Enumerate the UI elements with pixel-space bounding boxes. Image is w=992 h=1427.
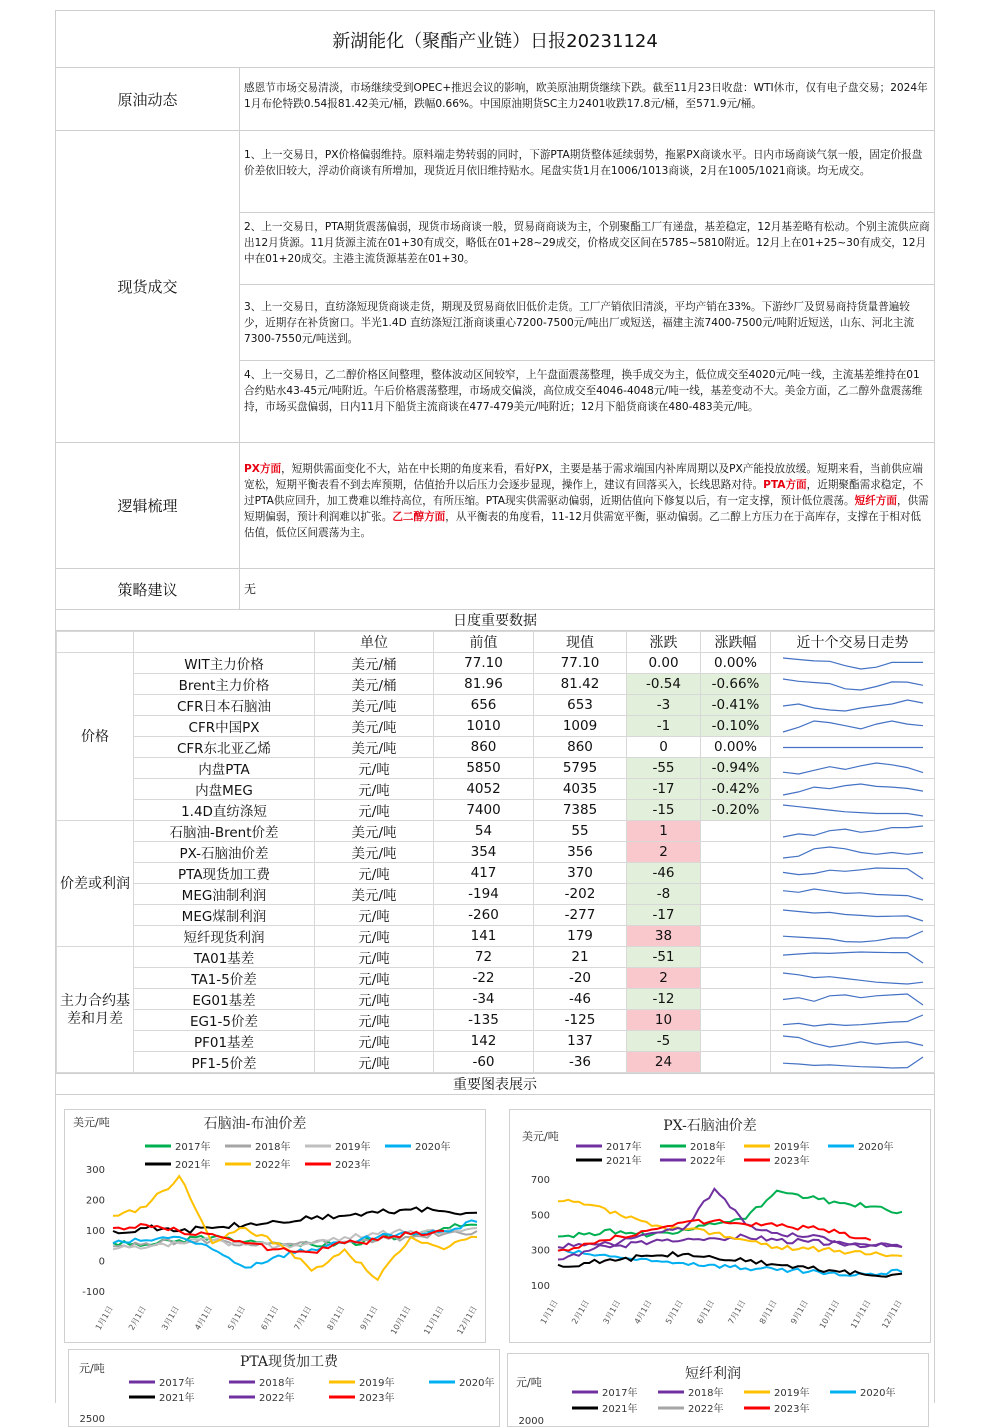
table-row xyxy=(57,968,935,989)
row-cur: -125 xyxy=(534,1010,627,1031)
y-tick-label: 200 xyxy=(85,1195,105,1207)
x-tick-label: 6月1日 xyxy=(259,1304,281,1332)
row-name: 短纤现货利润 xyxy=(134,926,315,947)
row-sparkline xyxy=(771,695,935,716)
row-sparkline xyxy=(771,947,935,968)
chart-px-naphtha xyxy=(509,1109,931,1343)
x-tick-label: 12月1日 xyxy=(880,1298,904,1331)
row-sparkline xyxy=(771,926,935,947)
row-cur: 1009 xyxy=(534,716,627,737)
table-row xyxy=(57,1052,935,1073)
table-row xyxy=(57,737,935,758)
row-chg: 1 xyxy=(627,821,701,842)
table-row xyxy=(57,905,935,926)
row-pct: -0.94% xyxy=(701,758,771,779)
legend-label: 2022年 xyxy=(255,1160,291,1171)
x-tick-label: 8月1日 xyxy=(757,1298,779,1326)
row-cur: 81.42 xyxy=(534,674,627,695)
row-chg: -8 xyxy=(627,884,701,905)
row-prev: -135 xyxy=(434,1010,534,1031)
row-name: PF01基差 xyxy=(134,1031,315,1052)
row-prev: 77.10 xyxy=(434,653,534,674)
row-prev: 54 xyxy=(434,821,534,842)
row-name: TA01基差 xyxy=(134,947,315,968)
header-trend: 近十个交易日走势 xyxy=(771,632,935,653)
row-prev: 417 xyxy=(434,863,534,884)
x-tick-label: 4月1日 xyxy=(632,1298,654,1326)
table-row xyxy=(57,779,935,800)
x-tick-label: 2月1日 xyxy=(570,1298,592,1326)
table-row xyxy=(57,947,935,968)
row-cur: -46 xyxy=(534,989,627,1010)
row-name: TA1-5价差 xyxy=(134,968,315,989)
row-prev: 7400 xyxy=(434,800,534,821)
chart-title: PX-石脑油价差 xyxy=(663,1118,757,1134)
row-cur: -202 xyxy=(534,884,627,905)
row-chg: -5 xyxy=(627,1031,701,1052)
row-prev: 141 xyxy=(434,926,534,947)
spot-item-meg: 4、上一交易日，乙二醇价格区间整理，整体波动区间较窄，上午盘面震荡整理，换手成交为主，低位成交至4020元/吨一线，主流基差维持在01合约贴水43-45元/吨附近。午后价格震荡整理，市场成交偏淡，高位成交至4046-4048元/吨一线，基差变动不大。美金方面，乙二醇外盘震荡维持，市场买盘偏弱，日内11月下船货主流商谈在477-479美元/吨附近；12月下船货商谈在480-483美元/吨。 xyxy=(244,369,923,413)
row-cur: 4035 xyxy=(534,779,627,800)
row-pct: 0.00% xyxy=(701,653,771,674)
row-cur: 5795 xyxy=(534,758,627,779)
row-name: PX-石脑油价差 xyxy=(134,842,315,863)
sparkline-series xyxy=(783,658,923,669)
x-tick-label: 1月1日 xyxy=(93,1304,115,1332)
row-unit: 元/吨 xyxy=(315,1031,434,1052)
row-cur: 179 xyxy=(534,926,627,947)
y-tick-label: 700 xyxy=(530,1175,550,1186)
legend-label: 2019年 xyxy=(335,1142,371,1153)
daily-data-table xyxy=(56,631,935,1073)
row-cur: 356 xyxy=(534,842,627,863)
y-tick-label: 300 xyxy=(85,1165,105,1176)
row-unit: 美元/桶 xyxy=(315,674,434,695)
row-name: PTA现货加工费 xyxy=(134,863,315,884)
row-unit: 美元/吨 xyxy=(315,716,434,737)
row-unit: 元/吨 xyxy=(315,800,434,821)
row-prev: 656 xyxy=(434,695,534,716)
logic-label: 逻辑梳理 xyxy=(56,443,240,568)
row-unit: 元/吨 xyxy=(315,926,434,947)
row-unit: 美元/吨 xyxy=(315,695,434,716)
legend-label: 2019年 xyxy=(774,1388,810,1399)
legend-label: 2017年 xyxy=(159,1378,195,1389)
sparkline-series xyxy=(783,847,923,858)
row-name: 1.4D直纺涤短 xyxy=(134,800,315,821)
chart-title: 石脑油-布油价差 xyxy=(203,1116,307,1132)
row-pct xyxy=(701,821,771,842)
x-tick-label: 9月1日 xyxy=(789,1298,810,1326)
row-name: CFR日本石脑油 xyxy=(134,695,315,716)
y-axis-label: 美元/吨 xyxy=(522,1130,559,1143)
row-unit: 元/吨 xyxy=(315,758,434,779)
row-pct: -0.10% xyxy=(701,716,771,737)
charts-band: 重要图表展示 xyxy=(56,1073,934,1095)
chart-title: PTA现货加工费 xyxy=(239,1354,339,1370)
row-sparkline xyxy=(771,1010,935,1031)
row-unit: 元/吨 xyxy=(315,1010,434,1031)
row-sparkline xyxy=(771,716,935,737)
row-pct xyxy=(701,842,771,863)
row-pct: -0.42% xyxy=(701,779,771,800)
x-tick-label: 10月1日 xyxy=(817,1298,842,1331)
legend-label: 2017年 xyxy=(606,1142,642,1153)
row-name: WIT主力价格 xyxy=(134,653,315,674)
table-row xyxy=(57,758,935,779)
table-row xyxy=(57,821,935,842)
logic-section xyxy=(56,443,934,569)
chart-naphtha-brent xyxy=(64,1109,486,1343)
sparkline-series xyxy=(783,889,923,900)
legend-label: 2017年 xyxy=(175,1142,211,1153)
spot-item-pta: 2、上一交易日，PTA期货震荡偏弱，现货市场商谈一般，贸易商商谈为主，个别聚酯工厂有递盘，基差稳定，12月基差略有松动。个别主流供应商出12月货源。11月货源主流在01+30有成交，略低在01+28~29成交，价格成交区间在5785~5810附近。12月上在01+25~30有成交，12月中在01+20成交。主港主流货源基差在01+30。 xyxy=(240,213,934,285)
row-prev: 4052 xyxy=(434,779,534,800)
table-row xyxy=(57,1031,935,1052)
sparkline-series xyxy=(783,679,923,690)
sparkline-series xyxy=(783,700,923,711)
row-name: EG1-5价差 xyxy=(134,1010,315,1031)
report-title: 新湖能化（聚酯产业链）日报20231124 xyxy=(56,11,934,68)
row-sparkline xyxy=(771,1031,935,1052)
strategy-label: 策略建议 xyxy=(56,569,240,609)
meg-text: ，从平衡表的角度看，11-12月供需宽平衡，驱动偏弱。乙二醇上方压力在于高库存，支撑在于相对低估值，低位区间震荡为主。 xyxy=(244,511,921,539)
y-axis-label: 元/吨 xyxy=(516,1376,542,1389)
row-chg: 10 xyxy=(627,1010,701,1031)
row-name: MEG煤制利润 xyxy=(134,905,315,926)
legend-label: 2023年 xyxy=(774,1156,810,1167)
row-pct: 0.00% xyxy=(701,737,771,758)
row-prev: 5850 xyxy=(434,758,534,779)
group-label: 主力合约基差和月差 xyxy=(57,947,134,1073)
row-pct xyxy=(701,968,771,989)
header-unit: 单位 xyxy=(315,632,434,653)
daily-data-band: 日度重要数据 xyxy=(56,610,934,631)
row-prev: -194 xyxy=(434,884,534,905)
row-cur: 137 xyxy=(534,1031,627,1052)
row-pct xyxy=(701,884,771,905)
y-axis-label: 美元/吨 xyxy=(73,1116,110,1129)
legend-label: 2019年 xyxy=(359,1378,395,1389)
header-pct: 涨跌幅 xyxy=(701,632,771,653)
row-chg: 38 xyxy=(627,926,701,947)
legend-label: 2018年 xyxy=(259,1378,295,1389)
legend-label: 2023年 xyxy=(359,1393,395,1404)
row-unit: 元/吨 xyxy=(315,1052,434,1073)
pta-head: PTA方面 xyxy=(763,479,807,491)
x-tick-label: 8月1日 xyxy=(325,1304,347,1332)
row-sparkline xyxy=(771,821,935,842)
y-tick-label: 2500 xyxy=(79,1414,105,1425)
spot-item-px: 1、上一交易日，PX价格偏弱维持。原料端走势转弱的同时，下游PTA期货整体延续弱势，拖累PX商谈水平。日内市场商谈气氛一般，固定价报盘价差依旧较大，浮动价商谈有所增加，现货近月依旧维持贴水。尾盘实货1月在1006/1013商谈，2月在1005/1021商谈。均无成交。 xyxy=(240,131,934,213)
row-pct xyxy=(701,1031,771,1052)
row-prev: 1010 xyxy=(434,716,534,737)
row-cur: -36 xyxy=(534,1052,627,1073)
y-tick-label: 2000 xyxy=(518,1416,544,1426)
row-cur: -20 xyxy=(534,968,627,989)
y-tick-label: 0 xyxy=(98,1256,105,1268)
legend-label: 2021年 xyxy=(606,1156,642,1167)
row-sparkline xyxy=(771,842,935,863)
row-chg: -1 xyxy=(627,716,701,737)
header-cur: 现值 xyxy=(534,632,627,653)
sparkline-series xyxy=(783,721,923,732)
x-tick-label: 5月1日 xyxy=(226,1304,248,1332)
row-sparkline xyxy=(771,653,935,674)
row-unit: 元/吨 xyxy=(315,779,434,800)
sparkline-series xyxy=(783,910,923,921)
row-sparkline xyxy=(771,884,935,905)
row-name: 石脑油-Brent价差 xyxy=(134,821,315,842)
table-row xyxy=(57,863,935,884)
chart-pta-margin xyxy=(68,1349,500,1427)
legend-label: 2020年 xyxy=(415,1142,451,1153)
table-row xyxy=(57,884,935,905)
strategy-section xyxy=(56,569,934,610)
legend-label: 2023年 xyxy=(774,1404,810,1415)
row-chg: -51 xyxy=(627,947,701,968)
legend-label: 2020年 xyxy=(858,1142,894,1153)
row-chg: 2 xyxy=(627,968,701,989)
row-sparkline xyxy=(771,989,935,1010)
row-name: PF1-5价差 xyxy=(134,1052,315,1073)
row-pct: -0.20% xyxy=(701,800,771,821)
sparkline-series xyxy=(783,1015,923,1026)
x-tick-label: 9月1日 xyxy=(358,1304,380,1332)
chart-title: 短纤利润 xyxy=(685,1366,741,1382)
spot-item-pf: 3、上一交易日，直纺涤短现货商谈走货，期现及贸易商依旧低价走货。工厂产销依旧清淡，平均产销在33%。下游纱厂及贸易商持货量普遍较少，近期存在补货窗口。半光1.4D 直纺涤短江浙商谈重心7200-7500元/吨出厂或短送，福建主流7400-7500元/吨附近短送，山东、河北主流7300-7550元/吨送到。 xyxy=(240,285,934,361)
row-sparkline xyxy=(771,863,935,884)
y-tick-label: 100 xyxy=(85,1226,105,1237)
y-tick-label: 100 xyxy=(530,1281,550,1292)
legend-label: 2022年 xyxy=(259,1393,295,1404)
row-cur: 653 xyxy=(534,695,627,716)
sparkline-series xyxy=(783,952,923,963)
row-sparkline xyxy=(771,1052,935,1073)
row-name: 内盘MEG xyxy=(134,779,315,800)
legend-label: 2020年 xyxy=(860,1388,896,1399)
row-unit: 元/吨 xyxy=(315,863,434,884)
table-row xyxy=(57,716,935,737)
sparkline-series xyxy=(783,763,923,774)
row-unit: 美元/吨 xyxy=(315,821,434,842)
legend-label: 2018年 xyxy=(255,1142,291,1153)
crude-section xyxy=(56,68,934,131)
spot-section xyxy=(56,131,934,443)
row-prev: 142 xyxy=(434,1031,534,1052)
row-name: Brent主力价格 xyxy=(134,674,315,695)
row-prev: -60 xyxy=(434,1052,534,1073)
row-unit: 元/吨 xyxy=(315,968,434,989)
legend-label: 2021年 xyxy=(602,1404,638,1415)
x-tick-label: 12月1日 xyxy=(455,1304,479,1337)
row-chg: 0 xyxy=(627,737,701,758)
row-sparkline xyxy=(771,968,935,989)
row-prev: -22 xyxy=(434,968,534,989)
row-prev: 72 xyxy=(434,947,534,968)
x-tick-label: 4月1日 xyxy=(193,1304,215,1332)
row-chg: 0.00 xyxy=(627,653,701,674)
x-tick-label: 1月1日 xyxy=(538,1298,560,1326)
row-cur: 77.10 xyxy=(534,653,627,674)
sparkline-series xyxy=(783,994,923,1005)
y-tick-label: 300 xyxy=(530,1245,550,1257)
row-pct xyxy=(701,989,771,1010)
legend-label: 2018年 xyxy=(690,1142,726,1153)
row-name: CFR中国PX xyxy=(134,716,315,737)
table-row xyxy=(57,653,935,674)
table-row xyxy=(57,695,935,716)
y-tick-label: -100 xyxy=(82,1287,105,1298)
row-cur: 860 xyxy=(534,737,627,758)
legend-label: 2017年 xyxy=(602,1388,638,1399)
y-axis-label: 元/吨 xyxy=(79,1362,105,1375)
row-pct xyxy=(701,905,771,926)
strategy-text: 无 xyxy=(244,582,257,596)
sparkline-series xyxy=(783,1036,923,1047)
row-prev: -260 xyxy=(434,905,534,926)
row-unit: 元/吨 xyxy=(315,947,434,968)
table-row xyxy=(57,1010,935,1031)
row-chg: -3 xyxy=(627,695,701,716)
crude-text: 感恩节市场交易清淡，市场继续受到OPEC+推迟会议的影响，欧美原油期货继续下跌。截至11月23日收盘：WTI休市，仅有电子盘交易；2024年1月布伦特跌0.54报81.42美元/桶，跌幅0.66%。中国原油期货SC主力2401收跌17.8元/桶，至571.9元/桶。 xyxy=(244,82,928,110)
crude-label: 原油动态 xyxy=(56,68,240,130)
sparkline-series xyxy=(783,868,923,879)
row-chg: 2 xyxy=(627,842,701,863)
row-unit: 元/吨 xyxy=(315,989,434,1010)
row-chg: -46 xyxy=(627,863,701,884)
table-row xyxy=(57,842,935,863)
pf-head: 短纤方面 xyxy=(854,495,897,507)
row-chg: -0.54 xyxy=(627,674,701,695)
row-sparkline xyxy=(771,737,935,758)
row-chg: -17 xyxy=(627,905,701,926)
x-tick-label: 6月1日 xyxy=(695,1298,717,1326)
row-sparkline xyxy=(771,758,935,779)
x-tick-label: 10月1日 xyxy=(389,1304,413,1337)
report-page xyxy=(55,10,935,1426)
sparkline-series xyxy=(783,826,923,837)
legend-label: 2020年 xyxy=(459,1378,495,1389)
header-prev: 前值 xyxy=(434,632,534,653)
x-tick-label: 7月1日 xyxy=(292,1304,314,1332)
row-sparkline xyxy=(771,800,935,821)
sparkline-series xyxy=(783,973,923,984)
row-unit: 元/吨 xyxy=(315,905,434,926)
sparkline-series xyxy=(783,784,923,795)
row-unit: 美元/吨 xyxy=(315,884,434,905)
row-sparkline xyxy=(771,779,935,800)
row-name: MEG油制利润 xyxy=(134,884,315,905)
row-name: CFR东北亚乙烯 xyxy=(134,737,315,758)
x-tick-label: 3月1日 xyxy=(160,1304,181,1332)
row-chg: -17 xyxy=(627,779,701,800)
legend-label: 2019年 xyxy=(774,1142,810,1153)
row-prev: 860 xyxy=(434,737,534,758)
table-row xyxy=(57,800,935,821)
row-prev: 81.96 xyxy=(434,674,534,695)
table-row xyxy=(57,674,935,695)
legend-label: 2022年 xyxy=(690,1156,726,1167)
row-prev: 354 xyxy=(434,842,534,863)
spot-label: 现货成交 xyxy=(56,131,240,442)
table-row xyxy=(57,989,935,1010)
row-pct xyxy=(701,926,771,947)
legend-label: 2022年 xyxy=(688,1404,724,1415)
legend-label: 2023年 xyxy=(335,1160,371,1171)
pf-text: ，供需短期偏弱，预计利润难以扩张。 xyxy=(244,495,929,523)
logic-text xyxy=(244,461,930,541)
table-header-row xyxy=(57,632,935,653)
row-chg: 24 xyxy=(627,1052,701,1073)
row-cur: 55 xyxy=(534,821,627,842)
legend-label: 2021年 xyxy=(175,1160,211,1171)
table-row xyxy=(57,926,935,947)
row-pct: -0.66% xyxy=(701,674,771,695)
row-cur: 21 xyxy=(534,947,627,968)
px-text: ，短期供需面变化不大，站在中长期的角度来看，看好PX，主要是基于需求端国内补库周期以及PX产能投放放缓。短期来看，当前供应端宽松，短期平衡表看不到去库预期，估值抬升以后压力会逐步显现，操作上，建议有回落买入，长线思路对待。 xyxy=(244,463,923,491)
row-cur: -277 xyxy=(534,905,627,926)
legend-label: 2021年 xyxy=(159,1393,195,1404)
meg-head: 乙二醇方面 xyxy=(392,511,446,523)
row-chg: -15 xyxy=(627,800,701,821)
px-head: PX方面 xyxy=(244,463,282,475)
row-pct xyxy=(701,863,771,884)
row-pct: -0.41% xyxy=(701,695,771,716)
row-pct xyxy=(701,1010,771,1031)
chart-pf-profit xyxy=(507,1353,929,1427)
row-name: EG01基差 xyxy=(134,989,315,1010)
row-pct xyxy=(701,947,771,968)
group-label: 价格 xyxy=(57,653,134,821)
sparkline-series xyxy=(783,931,923,942)
group-label: 价差或利润 xyxy=(57,821,134,947)
x-tick-label: 7月1日 xyxy=(726,1298,748,1326)
row-chg: -55 xyxy=(627,758,701,779)
row-prev: -34 xyxy=(434,989,534,1010)
row-sparkline xyxy=(771,674,935,695)
row-unit: 美元/桶 xyxy=(315,653,434,674)
row-sparkline xyxy=(771,905,935,926)
x-tick-label: 3月1日 xyxy=(601,1298,623,1326)
x-tick-label: 2月1日 xyxy=(126,1304,148,1332)
sparkline-series xyxy=(783,1057,923,1068)
row-cur: 7385 xyxy=(534,800,627,821)
header-chg: 涨跌 xyxy=(627,632,701,653)
row-unit: 美元/吨 xyxy=(315,737,434,758)
row-name: 内盘PTA xyxy=(134,758,315,779)
legend-label: 2018年 xyxy=(688,1388,724,1399)
x-tick-label: 5月1日 xyxy=(663,1298,685,1326)
row-unit: 美元/吨 xyxy=(315,842,434,863)
charts-area xyxy=(56,1095,934,1425)
row-chg: -12 xyxy=(627,989,701,1010)
x-tick-label: 11月1日 xyxy=(849,1298,873,1331)
sparkline-series xyxy=(783,805,923,816)
x-tick-label: 11月1日 xyxy=(422,1304,446,1337)
y-tick-label: 500 xyxy=(530,1210,550,1222)
row-pct xyxy=(701,1052,771,1073)
row-cur: 370 xyxy=(534,863,627,884)
pta-text: ，近期聚酯需求稳定，不过PTA供应回升，加工费难以维持高位，有所压缩。PTA现实供需驱动偏弱，近期估值向下修复以后，有一定支撑，预计低位震荡。 xyxy=(244,479,924,507)
